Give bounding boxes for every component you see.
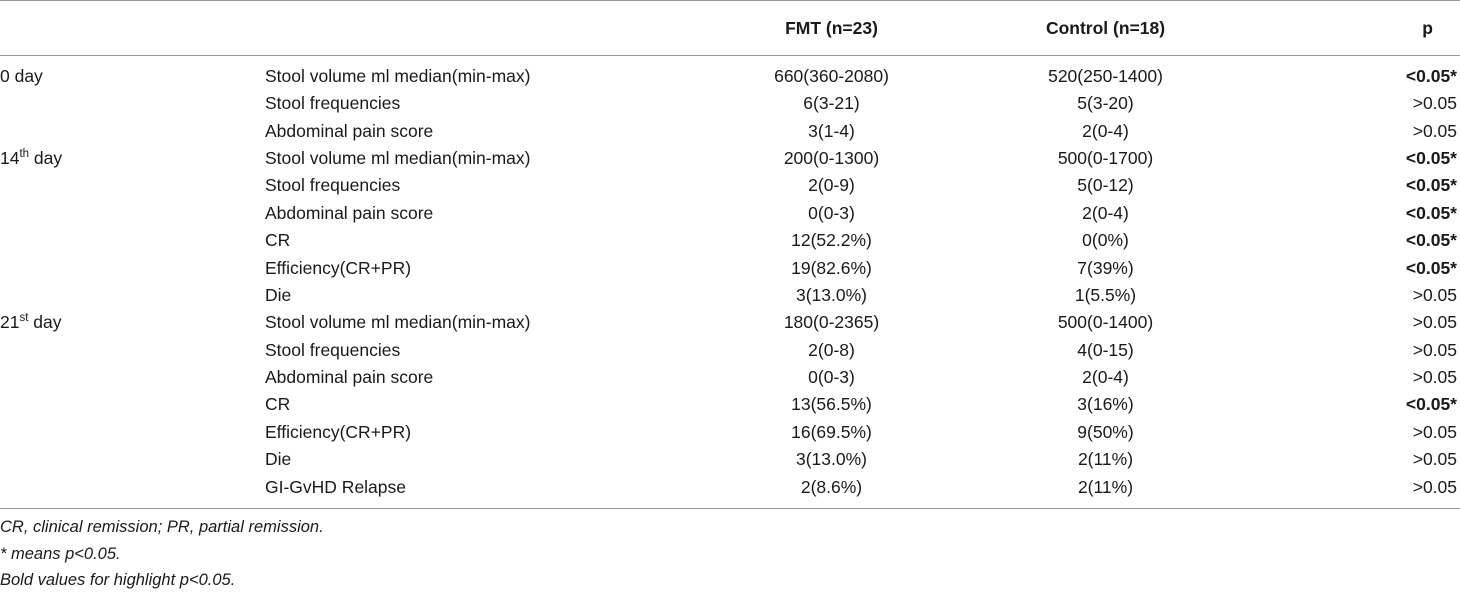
cell-item: Stool volume ml median(min-max) <box>265 147 531 168</box>
cell-item: Efficiency(CR+PR) <box>265 257 412 278</box>
cell-control: 1(5.5%) <box>1074 284 1137 305</box>
table-row <box>0 473 1460 509</box>
table-footnotes <box>0 509 1460 594</box>
cell-p-value: <0.05* <box>1405 257 1457 278</box>
cell-control: 2(0-4) <box>1082 367 1129 388</box>
cell-control: 500(0-1400) <box>1057 312 1154 333</box>
cell-fmt: 2(0-9) <box>808 175 855 196</box>
timepoint-ordinal: th <box>19 148 30 161</box>
cell-fmt: 6(3-21) <box>803 93 860 114</box>
footnote-bold: Bold values for highlight p<0.05. <box>0 571 236 590</box>
cell-item: GI-GvHD Relapse <box>265 473 695 509</box>
table-row <box>0 363 1460 390</box>
cell-item: Abdominal pain score <box>265 367 434 388</box>
timepoint-suffix: day <box>28 312 62 333</box>
cell-p-value: >0.05 <box>1412 449 1457 470</box>
cell-p-value: >0.05 <box>1412 120 1457 141</box>
cell-item: Abdominal pain score <box>265 120 434 141</box>
table-row <box>0 391 1460 418</box>
timepoint-ordinal: st <box>19 312 29 325</box>
cell-fmt: 0(0-3) <box>808 367 855 388</box>
header-item <box>265 1 695 56</box>
cell-control: 2(0-4) <box>1082 120 1129 141</box>
cell-item: Stool frequencies <box>265 339 401 360</box>
cell-control: 5(3-20) <box>1077 93 1134 114</box>
cell-timepoint <box>0 199 265 226</box>
header-row <box>0 1 1460 56</box>
cell-control: 3(16%) <box>1077 394 1134 415</box>
cell-p-value: >0.05 <box>1412 93 1457 114</box>
cell-p-value: <0.05* <box>1405 66 1457 87</box>
cell-timepoint <box>0 309 265 336</box>
cell-p-value: >0.05 <box>1243 473 1460 509</box>
cell-fmt: 19(82.6%) <box>791 257 872 278</box>
table-header <box>0 1 1460 56</box>
cell-fmt: 3(13.0%) <box>795 284 867 305</box>
table-row <box>0 226 1460 253</box>
cell-timepoint <box>0 473 265 509</box>
cell-control: 2(11%) <box>1077 449 1134 470</box>
cell-timepoint <box>0 226 265 253</box>
header-control: Control (n=18) <box>968 1 1243 56</box>
cell-item: Stool volume ml median(min-max) <box>265 66 531 87</box>
cell-timepoint <box>0 56 265 90</box>
header-time <box>0 1 265 56</box>
footnote-abbreviations: CR, clinical remission; PR, partial remission. <box>0 518 324 537</box>
cell-item: Stool frequencies <box>265 175 401 196</box>
cell-control: 9(50%) <box>1077 421 1134 442</box>
cell-control: 4(0-15) <box>1077 339 1134 360</box>
cell-timepoint <box>0 418 265 445</box>
cell-fmt: 16(69.5%) <box>791 421 872 442</box>
cell-fmt: 0(0-3) <box>808 202 855 223</box>
timepoint-value: 21 <box>0 312 20 333</box>
footnote-asterisk: * means p<0.05. <box>0 544 121 563</box>
cell-timepoint <box>0 144 265 171</box>
cell-control: 500(0-1700) <box>1057 147 1154 168</box>
cell-timepoint <box>0 336 265 363</box>
cell-fmt: 2(8.6%) <box>695 473 968 509</box>
table-body <box>0 56 1460 509</box>
cell-fmt: 3(1-4) <box>808 120 855 141</box>
cell-fmt: 180(0-2365) <box>783 312 880 333</box>
table-row <box>0 281 1460 308</box>
cell-item: Die <box>265 284 292 305</box>
cell-p-value: <0.05* <box>1405 394 1457 415</box>
header-p: p <box>1243 1 1460 56</box>
cell-item: Die <box>265 449 292 470</box>
cell-control: 520(250-1400) <box>1048 66 1163 87</box>
cell-timepoint <box>0 254 265 281</box>
cell-fmt: 660(360-2080) <box>774 66 889 87</box>
cell-fmt: 12(52.2%) <box>791 230 872 251</box>
timepoint-value: 0 day <box>0 66 43 87</box>
cell-control: 2(0-4) <box>1082 202 1129 223</box>
cell-timepoint <box>0 117 265 144</box>
cell-p-value: <0.05* <box>1405 175 1457 196</box>
cell-item: CR <box>265 394 291 415</box>
table-row <box>0 56 1460 90</box>
cell-p-value: >0.05 <box>1412 421 1457 442</box>
cell-control: 2(11%) <box>968 473 1243 509</box>
cell-control: 0(0%) <box>1082 230 1129 251</box>
table-row <box>0 309 1460 336</box>
table-row <box>0 446 1460 473</box>
cell-p-value: <0.05* <box>1405 202 1457 223</box>
cell-fmt: 13(56.5%) <box>791 394 872 415</box>
table-row <box>0 144 1460 171</box>
table-row <box>0 254 1460 281</box>
timepoint-value: 14 <box>0 147 20 168</box>
cell-p-value: <0.05* <box>1405 230 1457 251</box>
cell-timepoint <box>0 446 265 473</box>
cell-item: Efficiency(CR+PR) <box>265 421 412 442</box>
cell-p-value: >0.05 <box>1412 284 1457 305</box>
cell-p-value: >0.05 <box>1412 312 1457 333</box>
cell-fmt: 3(13.0%) <box>795 449 867 470</box>
cell-p-value: >0.05 <box>1412 367 1457 388</box>
table-row <box>0 172 1460 199</box>
table-row <box>0 418 1460 445</box>
cell-control: 7(39%) <box>1077 257 1134 278</box>
cell-item: Stool volume ml median(min-max) <box>265 312 531 333</box>
cell-timepoint <box>0 172 265 199</box>
cell-item: CR <box>265 230 291 251</box>
cell-timepoint <box>0 363 265 390</box>
cell-control: 5(0-12) <box>1077 175 1134 196</box>
cell-fmt: 2(0-8) <box>808 339 855 360</box>
cell-timepoint <box>0 90 265 117</box>
table-row <box>0 199 1460 226</box>
table-row <box>0 90 1460 117</box>
cell-item: Stool frequencies <box>265 93 401 114</box>
table-row <box>0 117 1460 144</box>
cell-timepoint <box>0 281 265 308</box>
cell-timepoint <box>0 391 265 418</box>
cell-fmt: 200(0-1300) <box>783 147 880 168</box>
cell-item: Abdominal pain score <box>265 202 434 223</box>
header-fmt: FMT (n=23) <box>695 1 968 56</box>
table-row <box>0 336 1460 363</box>
cell-p-value: >0.05 <box>1412 339 1457 360</box>
cell-p-value: <0.05* <box>1405 147 1457 168</box>
timepoint-suffix: day <box>29 147 63 168</box>
